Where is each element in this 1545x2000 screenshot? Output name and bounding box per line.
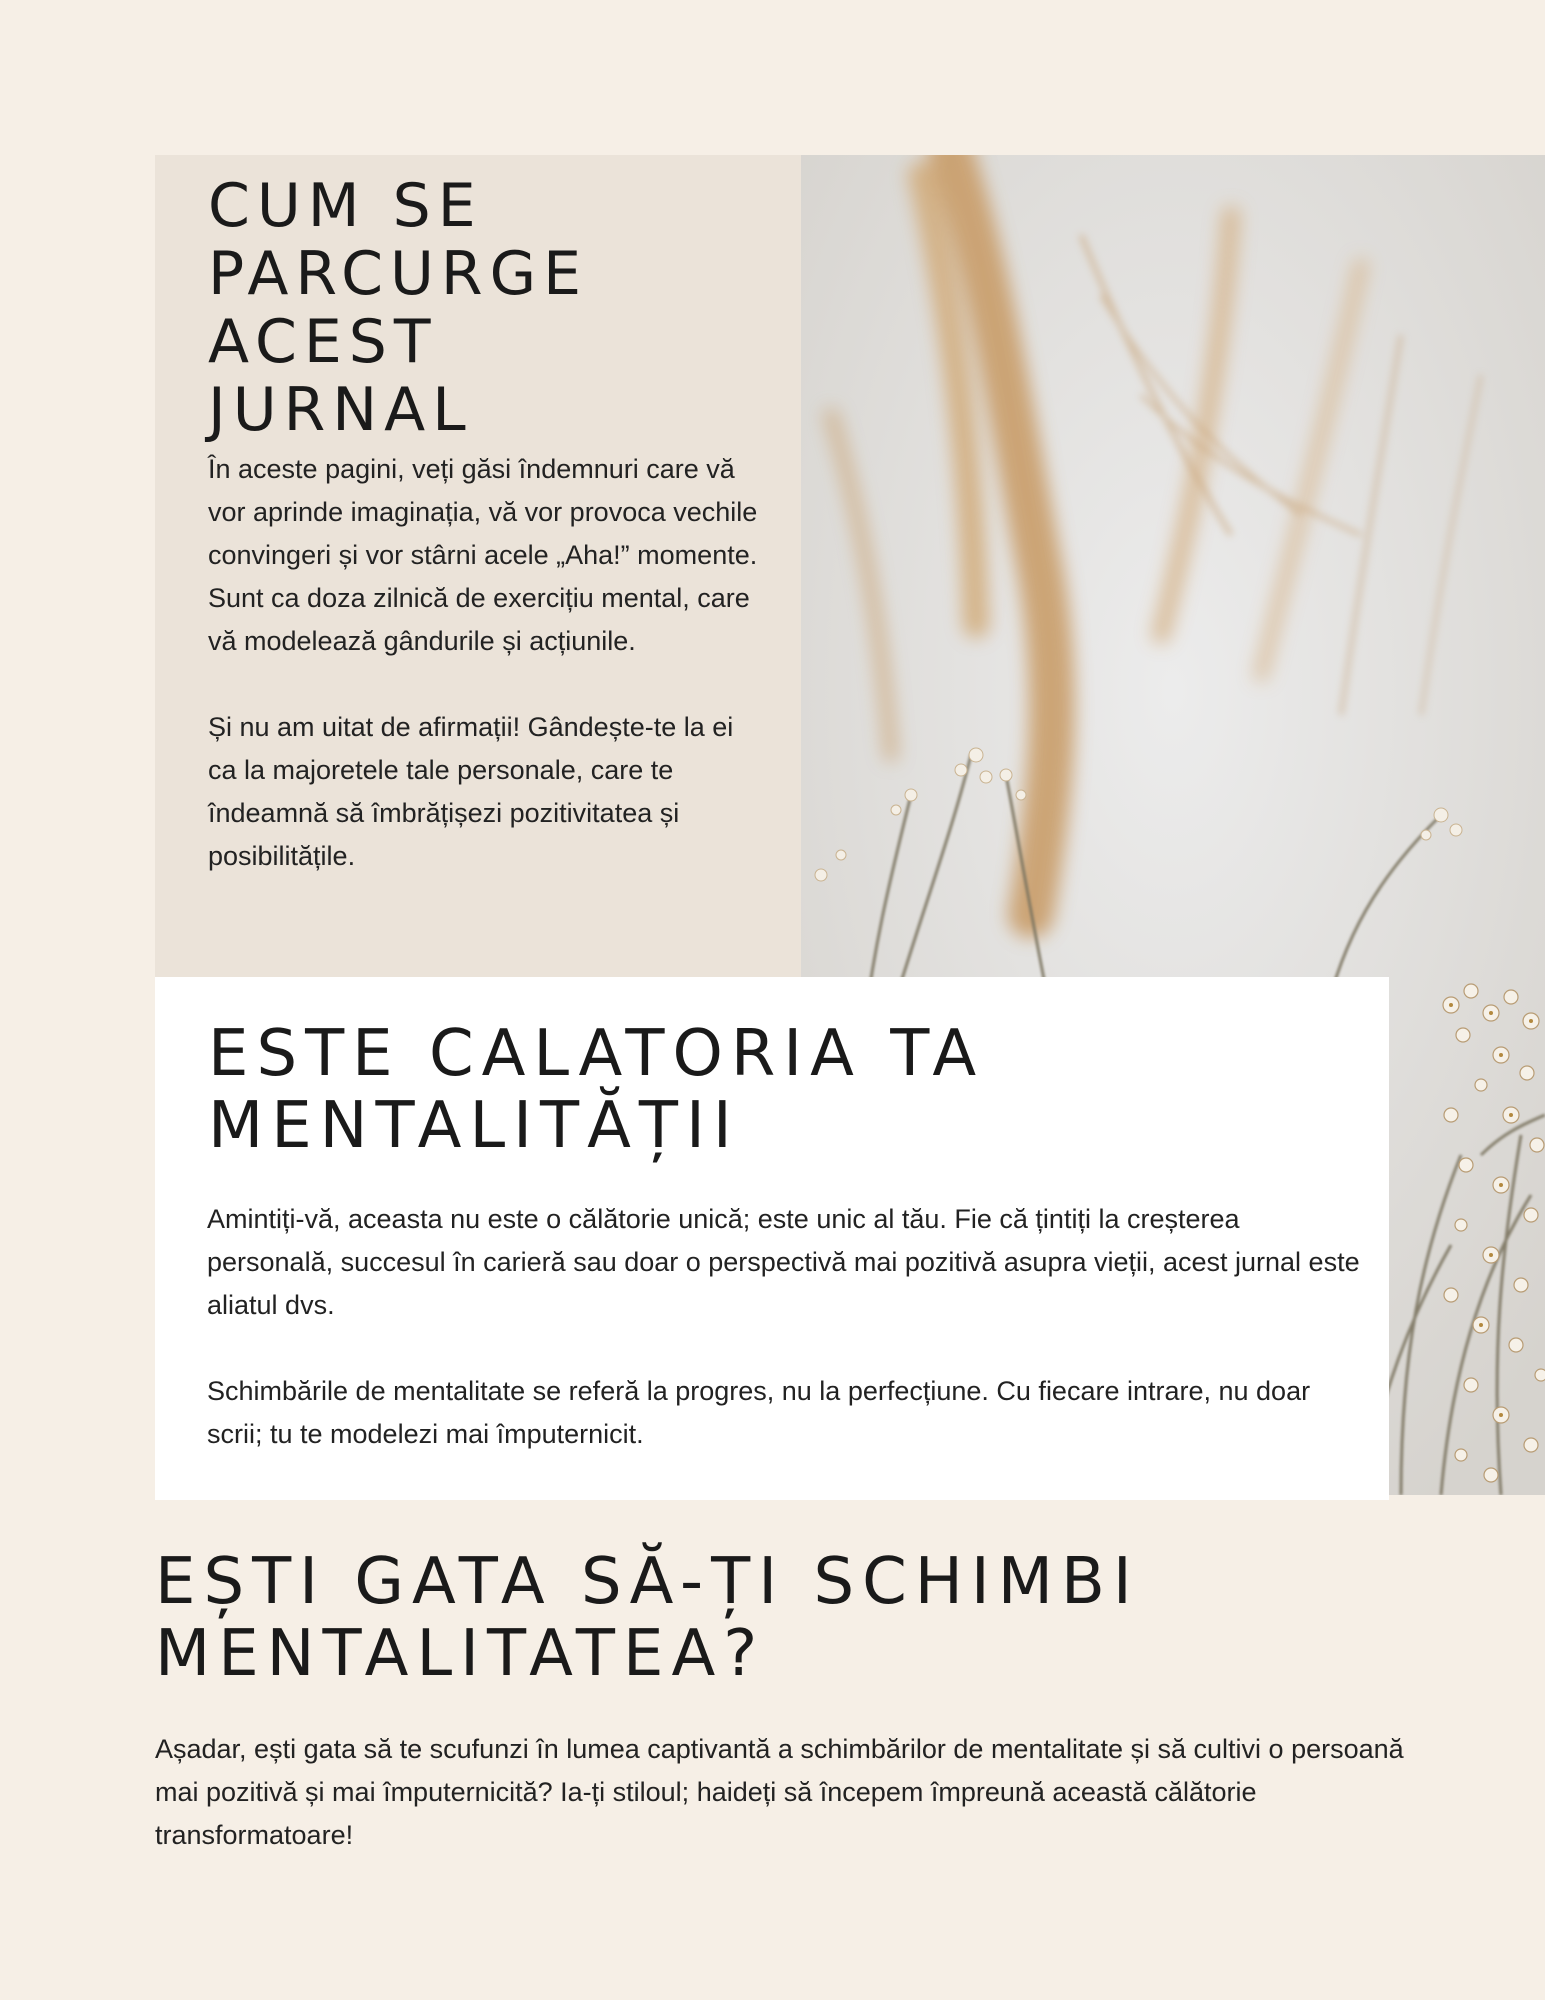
intro-text (208, 448, 768, 921)
journey-paragraph: Schimbările de mentalitate se referă la progres, nu la perfecțiune. Cu fiecare intrare, nu doar scrii; tu te modelezi mai împuternicit. (207, 1376, 1311, 1449)
intro-paragraph: În aceste pagini, veți găsi îndemnuri care vă vor aprinde imaginația, vă vor provoca vechile convingeri și vor stârni acele „Aha!” momente. Sunt ca doza zilnică de exercițiu mental, care vă modelează gândurile și acțiunile. (208, 454, 758, 656)
section-title-ready: EȘTI GATA SĂ-ȚI SCHIMBI MENTALITATEA? (155, 1545, 1140, 1691)
intro-paragraph: Și nu am uitat de afirmații! Gândește-te la ei ca la majoretele tale personale, care te îndeamnă să îmbrățișezi pozitivitatea și posibilitățile. (208, 712, 734, 871)
ready-paragraph: Așadar, ești gata să te scufunzi în lumea captivantă a schimbărilor de mentalitate și să cultivi o persoană mai pozitivă și mai împuternicită? Ia-ți stiloul; haideți să începem împreună această călătorie transformatoare! (155, 1734, 1404, 1850)
section-title-how-to-use: CUM SE PARCURGE ACEST JURNAL (208, 171, 588, 445)
journey-paragraph: Amintiți-vă, aceasta nu este o călătorie unică; este unic al tău. Fie că țintiți la creșterea personală, succesul în carieră sau doar o perspectivă mai pozitivă asupra vieții, acest jurnal este aliatul dvs. (207, 1204, 1360, 1320)
journey-text (207, 1198, 1367, 1499)
section-title-journey: ESTE CALATORIA TA MENTALITĂȚII (208, 1017, 985, 1163)
